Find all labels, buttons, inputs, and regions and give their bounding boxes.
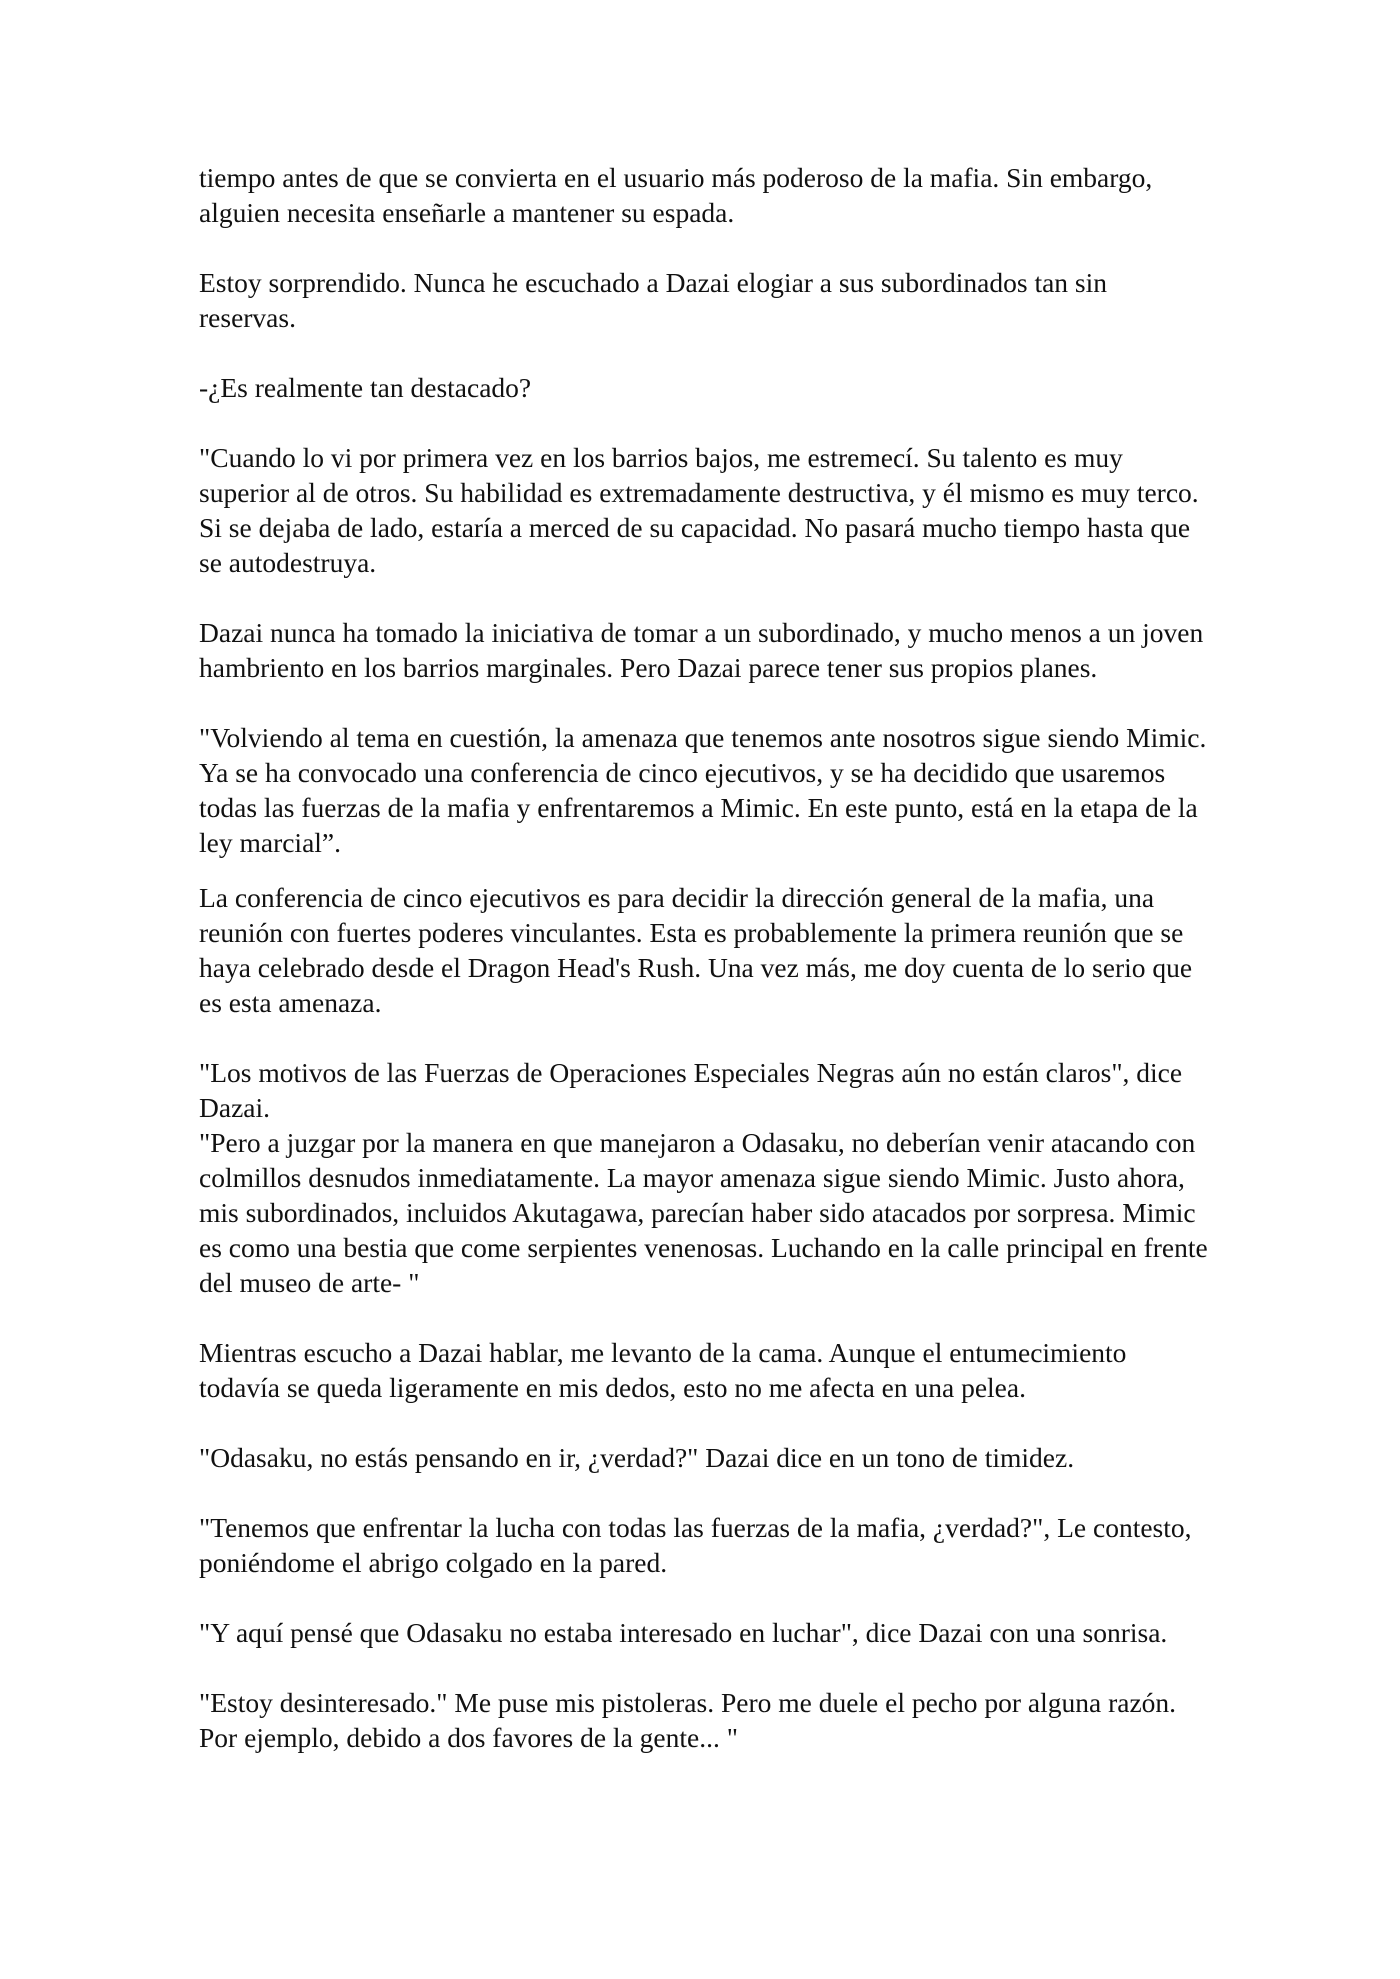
- paragraph-12: "Tenemos que enfrentar la lucha con todas las fuerzas de la mafia, ¿verdad?", Le contesto, poniéndome el abrigo colgado en la pared.: [199, 1512, 1192, 1578]
- paragraph-9: "Pero a juzgar por la manera en que manejaron a Odasaku, no deberían venir atacando con colmillos desnudos inmediatamente. La mayor amenaza sigue siendo Mimic. Justo ahora, mis subordinados, incluidos Akutagawa, parecían haber sido atacados por sorpresa. Mimic es como una bestia que come serpientes venenosas. Luchando en la calle principal en frente del museo de arte- ": [199, 1127, 1208, 1298]
- paragraph-3: -¿Es realmente tan destacado?: [199, 372, 532, 403]
- paragraph-5: Dazai nunca ha tomado la iniciativa de tomar a un subordinado, y mucho menos a un joven hambriento en los barrios marginales. Pero Dazai parece tener sus propios planes.: [199, 617, 1204, 683]
- paragraph-8: "Los motivos de las Fuerzas de Operaciones Especiales Negras aún no están claros", dice Dazai.: [199, 1057, 1183, 1123]
- paragraph-10: Mientras escucho a Dazai hablar, me levanto de la cama. Aunque el entumecimiento todavía se queda ligeramente en mis dedos, esto no me afecta en una pelea.: [199, 1337, 1127, 1403]
- paragraph-4: "Cuando lo vi por primera vez en los barrios bajos, me estremecí. Su talento es muy superior al de otros. Su habilidad es extremadamente destructiva, y él mismo es muy terco. Si se dejaba de lado, estaría a merced de su capacidad. No pasará mucho tiempo hasta que se autodestruya.: [199, 442, 1199, 578]
- paragraph-11: "Odasaku, no estás pensando en ir, ¿verdad?" Dazai dice en un tono de timidez.: [199, 1442, 1075, 1473]
- paragraph-7: La conferencia de cinco ejecutivos es para decidir la dirección general de la mafia, una reunión con fuertes poderes vinculantes. Esta es probablemente la primera reunión que se haya celebrado desde el Dragon Head's Rush. Una vez más, me doy cuenta de lo serio que es esta amenaza.: [199, 882, 1193, 1018]
- paragraph-1: tiempo antes de que se convierta en el usuario más poderoso de la mafia. Sin embargo, alguien necesita enseñarle a mantener su espada.: [199, 162, 1153, 228]
- document-page: [199, 160, 1209, 1755]
- paragraph-14: "Estoy desinteresado." Me puse mis pistoleras. Pero me duele el pecho por alguna razón. Por ejemplo, debido a dos favores de la gente... ": [199, 1687, 1177, 1753]
- paragraph-6: "Volviendo al tema en cuestión, la amenaza que tenemos ante nosotros sigue siendo Mimic. Ya se ha convocado una conferencia de cinco ejecutivos, y se ha decidido que usaremos todas las fuerzas de la mafia y enfrentaremos a Mimic. En este punto, está en la etapa de la ley marcial”.: [199, 722, 1207, 858]
- paragraph-13: "Y aquí pensé que Odasaku no estaba interesado en luchar", dice Dazai con una sonrisa.: [199, 1617, 1168, 1648]
- paragraph-2: Estoy sorprendido. Nunca he escuchado a Dazai elogiar a sus subordinados tan sin reservas.: [199, 267, 1108, 333]
